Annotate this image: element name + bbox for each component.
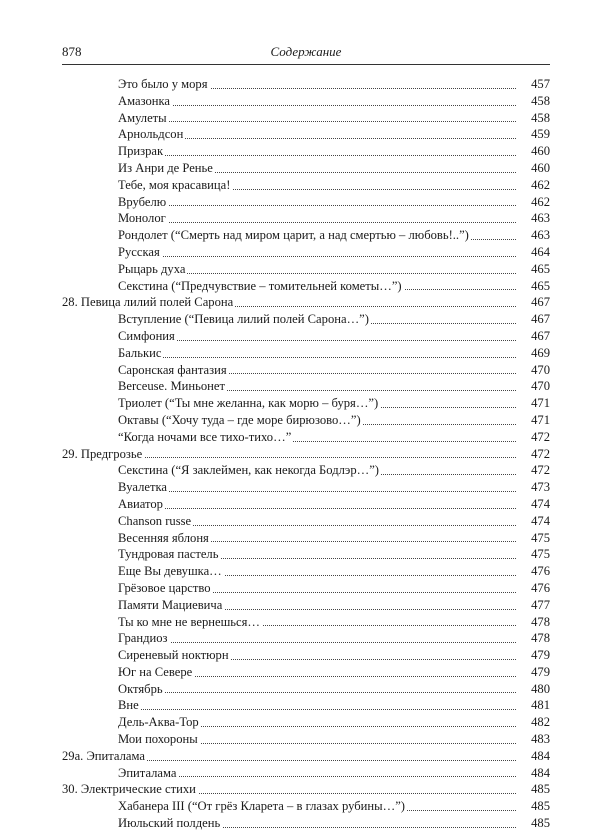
- toc-entry-title: Амазонка: [118, 93, 171, 108]
- toc-entry-page: 475: [531, 530, 550, 545]
- toc-entry-page: 471: [531, 412, 550, 427]
- toc-entry-row: [62, 462, 550, 479]
- toc-entry-page: 467: [531, 295, 550, 310]
- toc-entry-page: 465: [531, 278, 550, 293]
- toc-entry-title: Амулеты: [118, 110, 167, 125]
- toc-entry-row: [62, 160, 550, 177]
- toc-entry-title: Июльский полдень: [118, 816, 221, 831]
- toc-leader-dots: [118, 641, 516, 643]
- toc-entry-page: 460: [531, 160, 550, 175]
- toc-entry-row: [62, 731, 550, 748]
- toc-entry-row: [62, 681, 550, 698]
- toc-entry-row: [62, 143, 550, 160]
- toc-entry-row: [62, 362, 550, 379]
- toc-entry-row: [62, 93, 550, 110]
- toc-entry-title: Грёзовое царство: [118, 580, 211, 595]
- toc-entry-page: 474: [531, 496, 550, 511]
- toc-entry-title: Вступление (“Певица лилий полей Сарона…”): [118, 312, 369, 327]
- page-header: [62, 44, 550, 62]
- toc-leader-dots: [118, 490, 516, 492]
- toc-leader-dots: [118, 154, 516, 156]
- toc-entry-page: 475: [531, 547, 550, 562]
- toc-entry-page: 469: [531, 345, 550, 360]
- toc-entry-title: Монолог: [118, 211, 166, 226]
- toc-entry-row: [62, 126, 550, 143]
- toc-entry-row: [62, 630, 550, 647]
- toc-entry-row: [62, 261, 550, 278]
- toc-entry-title: Симфония: [118, 328, 175, 343]
- toc-entry-page: 458: [531, 93, 550, 108]
- toc-entry-title: Триолет (“Ты мне желанна, как морю – буря…”): [118, 396, 379, 411]
- toc-entry-row: [62, 278, 550, 295]
- toc-entry-page: 464: [531, 244, 550, 259]
- header-rule: [62, 64, 550, 65]
- toc-section-row: [62, 748, 550, 765]
- toc-entry-page: 472: [531, 463, 550, 478]
- toc-entry-row: [62, 412, 550, 429]
- toc-entry-title: Это было у моря: [118, 77, 208, 91]
- toc-entry-title: Авиатор: [118, 496, 163, 511]
- toc-entry-title: Рыцарь духа: [118, 261, 186, 276]
- toc-entry-title: Еще Вы девушка…: [118, 564, 222, 579]
- toc-leader-dots: [118, 255, 516, 257]
- toc-entry-title: Юг на Севере: [118, 664, 193, 679]
- toc-entry-page: 462: [531, 177, 550, 192]
- toc-entry-row: [62, 765, 550, 782]
- toc-leader-dots: [118, 708, 516, 710]
- toc-entry-page: 465: [531, 261, 550, 276]
- toc-entry-title: Дель-Аква-Тор: [118, 715, 199, 730]
- toc-entry-page: 471: [531, 396, 550, 411]
- toc-entry-title: Berceuse. Миньонет: [118, 379, 225, 394]
- toc-entry-row: [62, 614, 550, 631]
- toc-entry-title: Саронская фантазия: [118, 362, 227, 377]
- toc-entry-page: 485: [531, 799, 550, 814]
- toc-entry-page: 463: [531, 211, 550, 226]
- toc-entry-page: 478: [531, 614, 550, 629]
- toc-entry-title: Тундровая пастель: [118, 547, 219, 562]
- toc-entry-title: Секстина (“Я заклеймен, как некогда Бодлэр…”): [118, 463, 379, 478]
- toc-entry-page: 472: [531, 429, 550, 444]
- toc-leader-dots: [118, 339, 516, 341]
- toc-entry-title: Хабанера III (“От грёз Кларета – в глазах рубины…”): [118, 799, 405, 814]
- toc-entry-row: [62, 597, 550, 614]
- toc-entry-page: 470: [531, 379, 550, 394]
- toc-entry-row: [62, 546, 550, 563]
- toc-entry-row: [62, 227, 550, 244]
- toc-section-row: [62, 294, 550, 311]
- toc-entry-title: 30. Электрические стихи: [62, 782, 196, 797]
- toc-entry-row: [62, 395, 550, 412]
- toc-entry-row: [62, 714, 550, 731]
- toc-entry-page: 474: [531, 513, 550, 528]
- toc-entry-title: Октябрь: [118, 681, 163, 696]
- toc-entry-row: [62, 76, 550, 93]
- toc-entry-title: Призрак: [118, 144, 164, 159]
- toc-entry-title: Ты ко мне не вернешься…: [118, 614, 261, 629]
- toc-section-row: [62, 446, 550, 463]
- toc-entry-row: [62, 328, 550, 345]
- toc-entry-row: [62, 697, 550, 714]
- toc-entry-title: Вуалетка: [118, 480, 167, 495]
- toc-entry-row: [62, 479, 550, 496]
- toc-entry-row: [62, 110, 550, 127]
- toc-entry-page: 479: [531, 664, 550, 679]
- toc-entry-row: [62, 210, 550, 227]
- toc-entry-page: 459: [531, 127, 550, 142]
- toc-entry-title: Рондолет (“Смерть над миром царит, а над смертью – любовь!..”): [118, 228, 469, 243]
- toc-entry-title: Мои похороны: [118, 732, 198, 747]
- toc-entry-title: Весенняя яблоня: [118, 530, 209, 545]
- toc-entry-title: Секстина (“Предчувствие – томительней кометы…”): [118, 278, 402, 293]
- toc-entry-row: [62, 311, 550, 328]
- toc-leader-dots: [118, 691, 516, 693]
- toc-entry-page: 484: [531, 765, 550, 780]
- toc-entry-row: [62, 429, 550, 446]
- toc-entry-title: Балькис: [118, 345, 162, 360]
- toc-entry-title: Русская: [118, 244, 160, 259]
- toc-entry-title: Врубелю: [118, 194, 167, 209]
- toc-entry-page: 463: [531, 228, 550, 243]
- toc-leader-dots: [118, 204, 516, 206]
- toc-entry-title: “Когда ночами все тихо-тихо…”: [118, 429, 292, 444]
- toc-entry-title: 28. Певица лилий полей Сарона: [62, 295, 234, 310]
- toc-entry-row: [62, 378, 550, 395]
- toc-leader-dots: [118, 104, 516, 106]
- table-of-contents: [62, 76, 550, 832]
- page-number: 878: [62, 44, 82, 59]
- toc-entry-row: [62, 815, 550, 832]
- toc-entry-page: 462: [531, 194, 550, 209]
- toc-entry-row: [62, 563, 550, 580]
- toc-entry-page: 476: [531, 564, 550, 579]
- toc-entry-page: 473: [531, 480, 550, 495]
- toc-entry-page: 482: [531, 715, 550, 730]
- toc-entry-title: Грандиоз: [118, 631, 168, 646]
- running-title: Содержание: [270, 44, 342, 59]
- toc-entry-row: [62, 513, 550, 530]
- toc-entry-row: [62, 194, 550, 211]
- toc-entry-page: 457: [531, 77, 550, 91]
- toc-entry-page: 460: [531, 144, 550, 159]
- toc-entry-page: 480: [531, 681, 550, 696]
- toc-entry-title: Тебе, моя красавица!: [118, 177, 231, 192]
- toc-entry-title: Chanson russe: [118, 513, 192, 528]
- toc-section-row: [62, 781, 550, 798]
- toc-entry-row: [62, 345, 550, 362]
- toc-entry-row: [62, 496, 550, 513]
- toc-entry-page: 478: [531, 631, 550, 646]
- toc-entry-row: [62, 798, 550, 815]
- toc-entry-page: 481: [531, 698, 550, 713]
- toc-entry-title: Вне: [118, 698, 139, 713]
- toc-entry-row: [62, 530, 550, 547]
- toc-entry-page: 472: [531, 446, 550, 461]
- toc-entry-title: Сиреневый ноктюрн: [118, 648, 229, 663]
- toc-entry-title: 29. Предгрозье: [62, 446, 143, 461]
- toc-entry-page: 467: [531, 328, 550, 343]
- toc-entry-page: 470: [531, 362, 550, 377]
- toc-entry-row: [62, 664, 550, 681]
- toc-entry-row: [62, 177, 550, 194]
- toc-entry-page: 476: [531, 580, 550, 595]
- toc-entry-row: [62, 647, 550, 664]
- toc-entry-page: 477: [531, 597, 550, 612]
- toc-entry-row: [62, 244, 550, 261]
- toc-entry-page: 483: [531, 732, 550, 747]
- toc-entry-title: Эпиталама: [118, 765, 177, 780]
- toc-entry-title: Из Анри де Ренье: [118, 160, 213, 175]
- toc-entry-page: 467: [531, 312, 550, 327]
- toc-entry-page: 485: [531, 782, 550, 797]
- toc-leader-dots: [118, 221, 516, 223]
- toc-entry-title: Арнольдсон: [118, 127, 184, 142]
- toc-entry-title: 29а. Эпиталама: [62, 748, 145, 763]
- toc-entry-page: 485: [531, 816, 550, 831]
- toc-entry-title: Октавы (“Хочу туда – где море бирюзово…”): [118, 412, 361, 427]
- toc-leader-dots: [118, 507, 516, 509]
- toc-entry-row: [62, 580, 550, 597]
- toc-entry-page: 479: [531, 648, 550, 663]
- toc-entry-page: 484: [531, 748, 550, 763]
- toc-entry-title: Памяти Мациевича: [118, 597, 223, 612]
- toc-leader-dots: [118, 120, 516, 122]
- toc-leader-dots: [118, 356, 516, 358]
- toc-entry-page: 458: [531, 110, 550, 125]
